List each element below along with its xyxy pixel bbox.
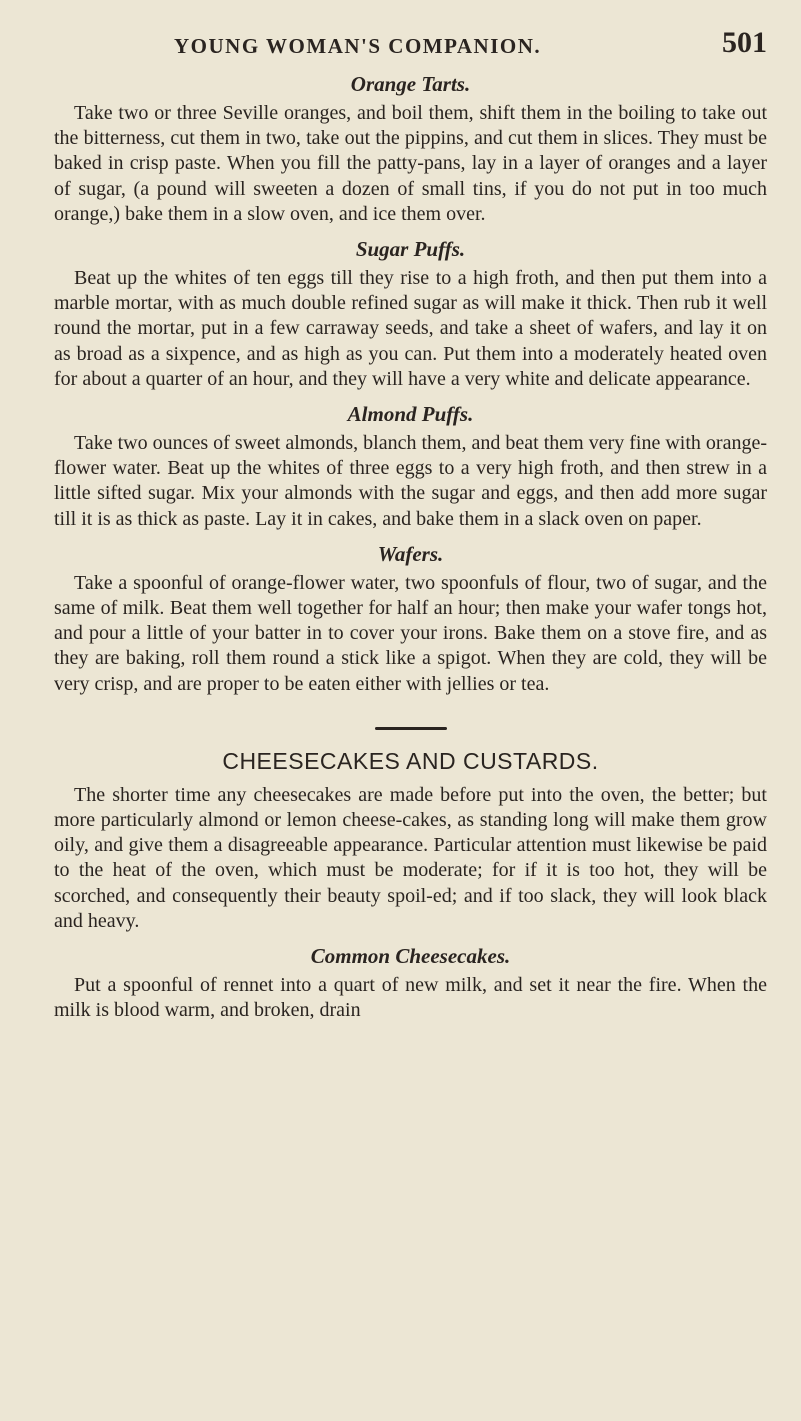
recipe-text: Beat up the whites of ten eggs till they rise to a high froth, and then put them into a marble mortar, with as much double refined sugar as will make it thick. Then rub it well round the mortar, put in a few carraway seeds, and take a sheet of wafers, and lay it on as broad as a sixpence, and as high as you can. Put them into a moderately heated oven for about a quarter of an hour, and they will have a very white and delicate appearance. [54, 267, 767, 390]
recipe-wafers [54, 542, 767, 697]
recipe-text: Put a spoonful of rennet into a quart of new milk, and set it near the fire. When the milk is blood warm, and broken, drain [54, 974, 767, 1022]
recipe-title: Common Cheesecakes. [310, 944, 511, 969]
recipe-text: Take two ounces of sweet almonds, blanch them, and beat them very fine with orange-flower water. Beat up the whites of three eggs to a very high froth, and then strew in a little sifted sugar. Mix your almonds with the sugar and eggs, and then add more sugar till it is as thick as paste. Lay it in cakes, and bake them in a slack oven on paper. [54, 432, 767, 530]
recipe-title: Almond Puffs. [347, 402, 474, 427]
section-cheesecakes [54, 748, 767, 1024]
divider-ornament [375, 727, 447, 730]
recipe-text: Take a spoonful of orange-flower water, two spoonfuls of flour, two of sugar, and the same of milk. Beat them well together for half an hour; then make your wafer tongs hot, and pour a little of your batter in to cover your irons. Bake them on a stove fire, and as they are baking, roll them round a stick like a spigot. When they are cold, they will be very crisp, and are proper to be eaten either with jellies or tea. [54, 571, 767, 695]
running-head [54, 26, 767, 64]
page-number: 501 [722, 26, 767, 59]
recipe-title: Orange Tarts. [350, 72, 471, 96]
recipe-almond-puffs [54, 402, 767, 532]
recipe-title: Wafers. [377, 541, 444, 566]
running-title: YOUNG WOMAN'S COMPANION. [174, 34, 542, 58]
recipe-sugar-puffs [54, 237, 767, 392]
section-heading: CHEESECAKES AND CUSTARDS. [222, 747, 599, 774]
recipe-orange-tarts [54, 72, 767, 227]
section-intro: The shorter time any cheesecakes are made before put into the oven, the better; but more particularly almond or lemon cheese-cakes, as standing long will make them grow oily, and give them a disagreeable appearance. Particular attention must likewise be paid to the heat of the oven, which must be moderate; for if it is too hot, they will be scorched, and consequently their beauty spoil-ed; and if too slack, they will look black and heavy. [54, 783, 767, 932]
recipe-text: Take two or three Seville oranges, and boil them, shift them in the boiling to take out the bitterness, cut them in two, take out the pippins, and cut them in slices. They must be baked in crisp paste. When you fill the patty-pans, lay in a layer of oranges and a layer of sugar, (a pound will sweeten a dozen of small tins, if you do not put in too much orange,) bake them in a slow oven, and ice them over. [54, 102, 767, 225]
recipe-title: Sugar Puffs. [355, 237, 466, 262]
